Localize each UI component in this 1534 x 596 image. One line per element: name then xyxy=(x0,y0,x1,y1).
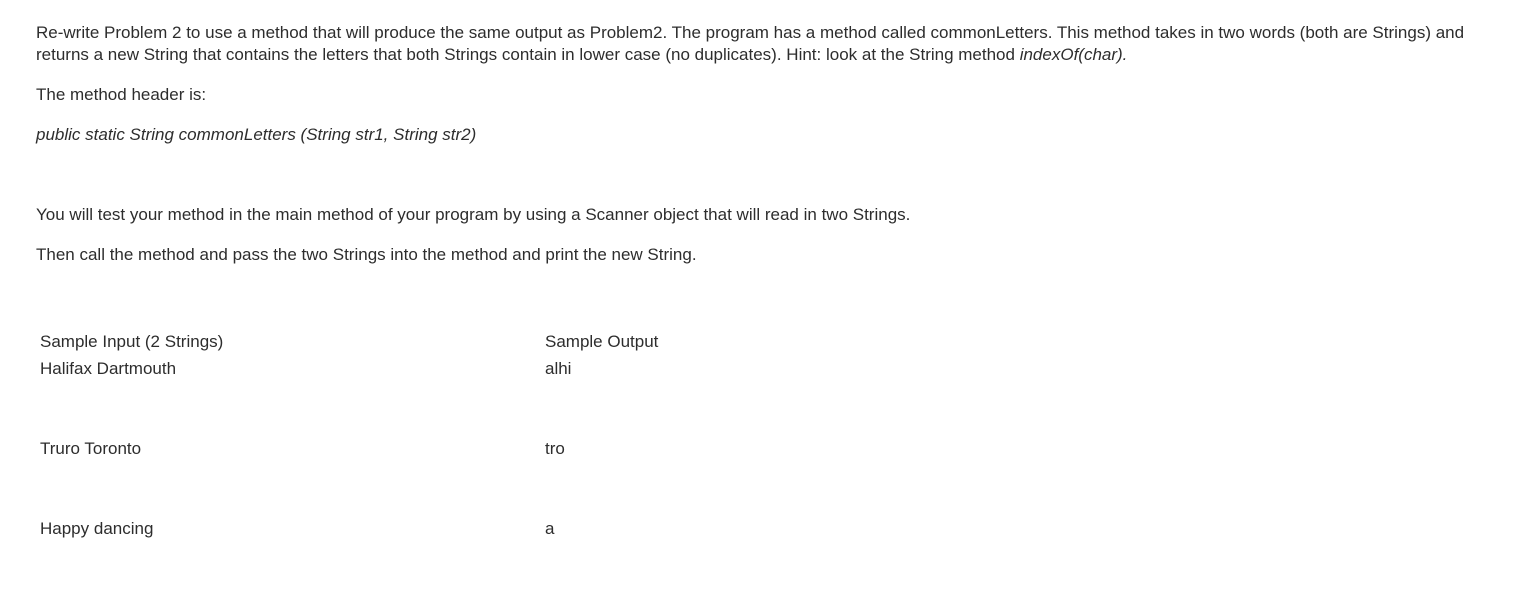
intro-paragraph xyxy=(36,22,1506,66)
sample-input: Happy dancing xyxy=(40,519,154,538)
sample-output: alhi xyxy=(545,359,572,378)
sample-table xyxy=(40,328,1040,542)
intro-text: Re-write Problem 2 to use a method that will produce the same output as Problem2. The program has a method called commonLetters. This method takes in two words (both are Strings) and returns a new String that contains the letters that both Strings contain in lower case (no duplicates). Hint: look at the String method xyxy=(36,23,1465,64)
call-instructions: Then call the method and pass the two Strings into the method and print the new String. xyxy=(36,245,697,264)
sample-output: tro xyxy=(545,439,565,458)
sample-row xyxy=(40,435,1040,462)
problem-description xyxy=(36,22,1506,328)
method-signature: public static String commonLetters (String str1, String str2) xyxy=(36,125,477,144)
sample-input: Truro Toronto xyxy=(40,439,142,458)
sample-output: a xyxy=(545,519,555,538)
sample-input-header: Sample Input (2 Strings) xyxy=(40,332,224,351)
hint-method: indexOf(char). xyxy=(1019,45,1128,64)
sample-header-row xyxy=(40,328,1040,355)
sample-output-header: Sample Output xyxy=(545,332,659,351)
sample-input: Halifax Dartmouth xyxy=(40,359,177,378)
method-header-label: The method header is: xyxy=(36,85,207,104)
sample-row xyxy=(40,515,1040,542)
sample-row xyxy=(40,355,1040,382)
test-instructions: You will test your method in the main method of your program by using a Scanner object that will read in two Strings. xyxy=(36,205,911,224)
